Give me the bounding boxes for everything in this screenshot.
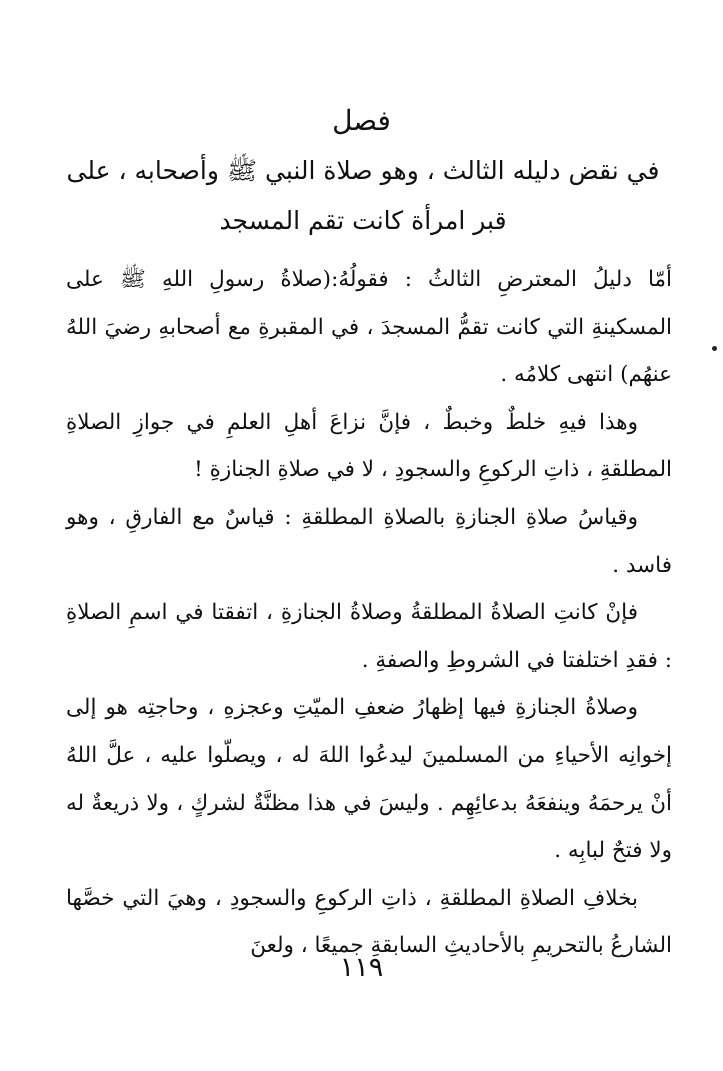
- paragraph-2: وهذا فيهِ خلطٌ وخبطٌ ، فإنَّ نزاعَ أهلِ العلمِ في جوازِ الصلاةِ المطلقةِ ، ذاتِ الركوعِ والسجودِ ، لا في صلاةِ الجنازةِ !: [66, 409, 672, 483]
- paragraph-3: وقياسُ صلاةِ الجنازةِ بالصلاةِ المطلقةِ : قياسٌ مع الفارقِ ، وهو فاسد .: [66, 504, 672, 578]
- section-subtitle: في نقض دليله الثالث ، وهو صلاة النبي ﷺ وأصحابه ، على قبر امرأة كانت تقم المسجد: [66, 156, 660, 235]
- paragraph-4: فإنْ كانتِ الصلاةُ المطلقةُ وصلاةُ الجنازةِ ، اتفقتا في اسمِ الصلاةِ : فقدِ اختلفتا في الشروطِ والصفةِ .: [66, 600, 672, 673]
- margin-dot-mark: [712, 346, 717, 351]
- paragraph-5: وصلاةُ الجنازةِ فيها إظهارُ ضعفِ الميّتِ وعجزهِ ، وحاجتِه هو إلى إخوانِه الأحياءِ من المسلمينَ ليدعُوا اللهَ له ، ويصلّوا عليه ، علَّ اللهُ أنْ يرحمَهُ وينفعَهُ بدعائِهِم . وليسَ في هذا مظنَّةٌ لشركٍ ، ولا ذريعةٌ له ولا فتحٌ لبابِه .: [66, 695, 672, 864]
- page-number: ١١٩: [339, 952, 384, 983]
- section-title: فصل: [332, 104, 391, 137]
- body-text: [66, 256, 672, 970]
- paragraph-1: أمّا دليلُ المعترضِ الثالثُ : فقولُهُ:(صلاةُ رسولِ اللهِ ﷺ على المسكينةِ التي كانت تقمُّ المسجدَ ، في المقبرةِ مع أصحابهِ رضيَ اللهُ عنهُم) انتهى كلامُه .: [66, 267, 672, 388]
- paragraph-6: بخلافِ الصلاةِ المطلقةِ ، ذاتِ الركوعِ والسجودِ ، وهيَ التي خصَّها الشارعُ بالتحريمِ بالأحاديثِ السابقةِ جميعًا ، ولعنَ: [66, 885, 672, 959]
